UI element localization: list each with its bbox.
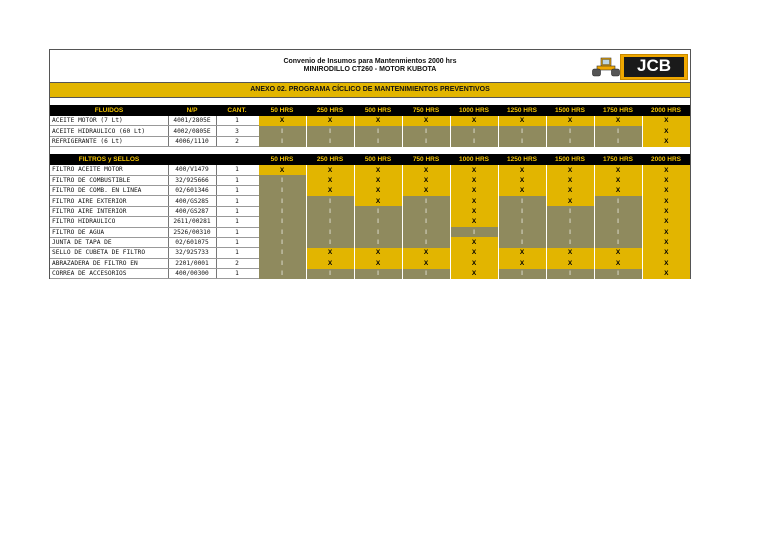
interval-mark: I xyxy=(498,206,546,216)
interval-mark: X xyxy=(354,258,402,268)
interval-mark: X xyxy=(498,248,546,258)
interval-mark: X xyxy=(642,165,690,175)
interval-mark: X xyxy=(642,206,690,216)
interval-mark: X xyxy=(354,116,402,126)
spacer xyxy=(50,147,690,154)
interval-mark: X xyxy=(594,175,642,185)
np-header: N/P xyxy=(168,105,216,116)
interval-header: 50 HRS xyxy=(258,154,306,165)
section-label: FLUIDOS xyxy=(50,105,168,116)
interval-mark: X xyxy=(450,185,498,195)
interval-mark: I xyxy=(306,126,354,136)
interval-mark: X xyxy=(498,185,546,195)
interval-mark: X xyxy=(546,258,594,268)
quantity: 3 xyxy=(216,126,258,136)
quantity: 1 xyxy=(216,116,258,126)
table-row xyxy=(50,217,690,227)
interval-mark: X xyxy=(594,116,642,126)
interval-mark: X xyxy=(402,165,450,175)
interval-mark: X xyxy=(354,185,402,195)
interval-header: 1500 HRS xyxy=(546,105,594,116)
interval-header: 750 HRS xyxy=(402,105,450,116)
interval-mark: X xyxy=(642,227,690,237)
interval-mark: X xyxy=(450,196,498,206)
spacer xyxy=(50,98,690,105)
qty-header xyxy=(216,154,258,165)
quantity: 1 xyxy=(216,217,258,227)
interval-mark: I xyxy=(306,206,354,216)
interval-mark: I xyxy=(402,136,450,146)
interval-mark: I xyxy=(498,237,546,247)
interval-mark: I xyxy=(546,217,594,227)
interval-mark: X xyxy=(354,248,402,258)
interval-mark: X xyxy=(450,116,498,126)
table-row xyxy=(50,206,690,216)
interval-mark: I xyxy=(354,206,402,216)
table-row xyxy=(50,227,690,237)
part-number: 2201/0001 xyxy=(168,258,216,268)
interval-mark: X xyxy=(402,116,450,126)
interval-mark: I xyxy=(258,185,306,195)
interval-mark: X xyxy=(546,248,594,258)
interval-mark: X xyxy=(450,248,498,258)
table-row xyxy=(50,165,690,175)
interval-mark: X xyxy=(642,269,690,279)
quantity: 1 xyxy=(216,175,258,185)
sheet-header xyxy=(50,50,690,83)
item-name: FILTRO ACEITE MOTOR xyxy=(50,165,168,175)
interval-mark: X xyxy=(402,175,450,185)
part-number: 4002/0805E xyxy=(168,126,216,136)
quantity: 1 xyxy=(216,185,258,195)
interval-mark: X xyxy=(642,185,690,195)
table-row xyxy=(50,175,690,185)
interval-mark: I xyxy=(498,196,546,206)
interval-mark: I xyxy=(546,126,594,136)
interval-mark: X xyxy=(642,217,690,227)
interval-mark: I xyxy=(258,269,306,279)
item-name: FILTRO AIRE INTERIOR xyxy=(50,206,168,216)
interval-mark: X xyxy=(594,248,642,258)
interval-mark: X xyxy=(354,196,402,206)
interval-mark: I xyxy=(546,206,594,216)
part-number: 02/601075 xyxy=(168,237,216,247)
interval-mark: I xyxy=(306,217,354,227)
interval-mark: X xyxy=(450,217,498,227)
item-name: CORREA DE ACCESORIOS xyxy=(50,269,168,279)
table-row xyxy=(50,136,690,146)
title-line-1: Convenio de Insumos para Mantenmientos 2000 hrs xyxy=(283,58,457,65)
interval-mark: X xyxy=(642,126,690,136)
interval-mark: X xyxy=(642,237,690,247)
interval-mark: X xyxy=(354,165,402,175)
interval-mark: X xyxy=(498,165,546,175)
part-number: 400/GS285 xyxy=(168,196,216,206)
interval-header: 2000 HRS xyxy=(642,105,690,116)
interval-header: 1750 HRS xyxy=(594,154,642,165)
table-row xyxy=(50,185,690,195)
part-number: 32/925666 xyxy=(168,175,216,185)
interval-mark: I xyxy=(306,196,354,206)
quantity: 1 xyxy=(216,269,258,279)
interval-mark: X xyxy=(306,116,354,126)
interval-header: 500 HRS xyxy=(354,105,402,116)
np-header xyxy=(168,154,216,165)
interval-mark: X xyxy=(258,165,306,175)
qty-header: CANT. xyxy=(216,105,258,116)
item-name: FILTRO DE AGUA xyxy=(50,227,168,237)
item-name: ACEITE MOTOR (7 Lt) xyxy=(50,116,168,126)
fluids-header-row xyxy=(50,105,690,116)
interval-mark: I xyxy=(306,136,354,146)
interval-mark: X xyxy=(546,116,594,126)
interval-mark: I xyxy=(354,269,402,279)
interval-mark: X xyxy=(354,175,402,185)
interval-mark: I xyxy=(306,227,354,237)
interval-mark: I xyxy=(546,136,594,146)
title-line-2: MINIRODILLO CT260 - MOTOR KUBOTA xyxy=(303,66,437,73)
interval-mark: I xyxy=(258,237,306,247)
interval-mark: X xyxy=(450,206,498,216)
interval-mark: I xyxy=(402,227,450,237)
interval-mark: I xyxy=(402,237,450,247)
item-name: SELLO DE CUBETA DE FILTRO xyxy=(50,248,168,258)
interval-mark: I xyxy=(258,227,306,237)
interval-mark: I xyxy=(258,217,306,227)
part-number: 400/GS287 xyxy=(168,206,216,216)
item-name: ACEITE HIDRAULICO (60 Lt) xyxy=(50,126,168,136)
interval-mark: I xyxy=(258,126,306,136)
interval-mark: X xyxy=(546,196,594,206)
interval-mark: I xyxy=(258,206,306,216)
part-number: 02/601346 xyxy=(168,185,216,195)
interval-mark: I xyxy=(354,217,402,227)
interval-mark: I xyxy=(594,269,642,279)
interval-header: 1500 HRS xyxy=(546,154,594,165)
filters-table xyxy=(50,154,690,279)
interval-mark: X xyxy=(642,116,690,126)
interval-mark: I xyxy=(450,136,498,146)
interval-mark: X xyxy=(306,185,354,195)
interval-mark: I xyxy=(450,126,498,136)
interval-mark: X xyxy=(402,185,450,195)
interval-mark: I xyxy=(594,196,642,206)
interval-mark: I xyxy=(402,126,450,136)
interval-mark: X xyxy=(306,175,354,185)
table-row xyxy=(50,269,690,279)
annex-title: ANEXO 02. PROGRAMA CÍCLICO DE MANTENIMIENTOS PREVENTIVOS xyxy=(50,83,690,98)
interval-mark: X xyxy=(594,185,642,195)
interval-mark: X xyxy=(642,248,690,258)
part-number: 4006/1110 xyxy=(168,136,216,146)
jcb-logo xyxy=(592,53,688,79)
maintenance-sheet xyxy=(49,49,691,279)
part-number: 2526/00310 xyxy=(168,227,216,237)
interval-mark: X xyxy=(450,175,498,185)
interval-mark: X xyxy=(450,237,498,247)
interval-mark: X xyxy=(594,165,642,175)
logo-text: JCB xyxy=(624,57,684,77)
interval-mark: I xyxy=(546,227,594,237)
part-number: 400/V1479 xyxy=(168,165,216,175)
table-row xyxy=(50,126,690,136)
interval-mark: I xyxy=(594,227,642,237)
interval-header: 1000 HRS xyxy=(450,105,498,116)
fluids-table xyxy=(50,105,690,147)
interval-header: 500 HRS xyxy=(354,154,402,165)
interval-mark: I xyxy=(594,126,642,136)
interval-mark: X xyxy=(450,269,498,279)
interval-mark: X xyxy=(642,196,690,206)
interval-mark: I xyxy=(498,227,546,237)
interval-mark: I xyxy=(546,269,594,279)
quantity: 1 xyxy=(216,237,258,247)
interval-mark: I xyxy=(402,196,450,206)
interval-mark: I xyxy=(402,269,450,279)
interval-mark: I xyxy=(498,217,546,227)
quantity: 2 xyxy=(216,258,258,268)
item-name: FILTRO AIRE EXTERIOR xyxy=(50,196,168,206)
interval-mark: X xyxy=(546,175,594,185)
table-row xyxy=(50,116,690,126)
interval-header: 250 HRS xyxy=(306,105,354,116)
interval-header: 1250 HRS xyxy=(498,154,546,165)
interval-mark: I xyxy=(306,237,354,247)
interval-mark: I xyxy=(258,248,306,258)
item-name: REFRIGERANTE (6 Lt) xyxy=(50,136,168,146)
interval-mark: X xyxy=(306,248,354,258)
interval-header: 2000 HRS xyxy=(642,154,690,165)
interval-mark: X xyxy=(546,165,594,175)
table-row xyxy=(50,258,690,268)
quantity: 1 xyxy=(216,248,258,258)
interval-mark: X xyxy=(402,248,450,258)
interval-mark: I xyxy=(258,196,306,206)
interval-header: 250 HRS xyxy=(306,154,354,165)
interval-mark: I xyxy=(258,258,306,268)
item-name: FILTRO HIDRAULICO xyxy=(50,217,168,227)
filters-header-row xyxy=(50,154,690,165)
quantity: 1 xyxy=(216,196,258,206)
interval-header: 1000 HRS xyxy=(450,154,498,165)
interval-mark: X xyxy=(498,116,546,126)
table-row xyxy=(50,196,690,206)
table-row xyxy=(50,248,690,258)
interval-mark: I xyxy=(354,227,402,237)
part-number: 400/00300 xyxy=(168,269,216,279)
interval-mark: I xyxy=(306,269,354,279)
jcb-wordmark xyxy=(620,54,688,80)
interval-mark: X xyxy=(450,258,498,268)
interval-mark: I xyxy=(354,136,402,146)
interval-mark: X xyxy=(498,175,546,185)
interval-mark: I xyxy=(594,217,642,227)
interval-mark: I xyxy=(258,175,306,185)
interval-header: 50 HRS xyxy=(258,105,306,116)
interval-mark: X xyxy=(450,165,498,175)
interval-mark: X xyxy=(546,185,594,195)
interval-mark: I xyxy=(402,217,450,227)
section-label: FILTROS y SELLOS xyxy=(50,154,168,165)
interval-mark: X xyxy=(594,258,642,268)
interval-mark: I xyxy=(498,136,546,146)
part-number: 4001/2805E xyxy=(168,116,216,126)
interval-mark: I xyxy=(594,237,642,247)
quantity: 1 xyxy=(216,165,258,175)
interval-mark: I xyxy=(354,126,402,136)
interval-mark: I xyxy=(546,237,594,247)
interval-mark: X xyxy=(402,258,450,268)
item-name: FILTRO DE COMB. EN LINEA xyxy=(50,185,168,195)
interval-mark: I xyxy=(498,269,546,279)
interval-mark: I xyxy=(594,206,642,216)
quantity: 2 xyxy=(216,136,258,146)
interval-mark: X xyxy=(258,116,306,126)
part-number: 2611/00281 xyxy=(168,217,216,227)
interval-mark: I xyxy=(258,136,306,146)
interval-mark: I xyxy=(450,227,498,237)
roller-machine-icon xyxy=(592,55,620,77)
interval-mark: I xyxy=(402,206,450,216)
interval-mark: X xyxy=(306,258,354,268)
part-number: 32/925733 xyxy=(168,248,216,258)
interval-header: 750 HRS xyxy=(402,154,450,165)
interval-header: 1750 HRS xyxy=(594,105,642,116)
interval-mark: I xyxy=(498,126,546,136)
item-name: ABRAZADERA DE FILTRO EN xyxy=(50,258,168,268)
interval-mark: X xyxy=(498,258,546,268)
item-name: FILTRO DE COMBUSTIBLE xyxy=(50,175,168,185)
interval-header: 1250 HRS xyxy=(498,105,546,116)
interval-mark: X xyxy=(642,175,690,185)
interval-mark: X xyxy=(306,165,354,175)
interval-mark: X xyxy=(642,136,690,146)
interval-mark: I xyxy=(594,136,642,146)
quantity: 1 xyxy=(216,227,258,237)
interval-mark: I xyxy=(354,237,402,247)
item-name: JUNTA DE TAPA DE xyxy=(50,237,168,247)
table-row xyxy=(50,237,690,247)
interval-mark: X xyxy=(642,258,690,268)
quantity: 1 xyxy=(216,206,258,216)
